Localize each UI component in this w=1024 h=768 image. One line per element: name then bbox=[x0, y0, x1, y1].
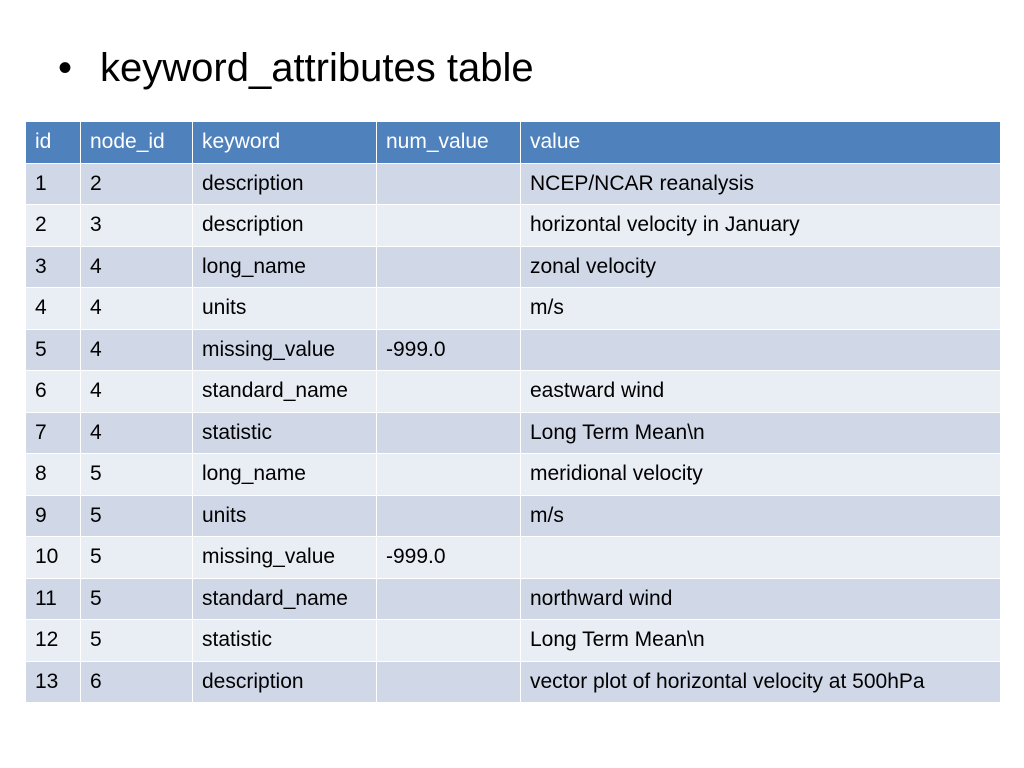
table-row bbox=[26, 412, 1001, 454]
table-row bbox=[26, 495, 1001, 537]
cell-id: 12 bbox=[26, 620, 81, 662]
cell-value: eastward wind bbox=[521, 371, 1001, 413]
cell-node-id: 4 bbox=[81, 329, 193, 371]
cell-id: 10 bbox=[26, 537, 81, 579]
table-row bbox=[26, 578, 1001, 620]
table-row bbox=[26, 163, 1001, 205]
cell-num-value: -999.0 bbox=[377, 329, 521, 371]
cell-keyword: units bbox=[193, 495, 377, 537]
column-header-keyword: keyword bbox=[193, 122, 377, 164]
column-header-node-id: node_id bbox=[81, 122, 193, 164]
table-header-row bbox=[26, 122, 1001, 164]
cell-num-value bbox=[377, 205, 521, 247]
cell-keyword: statistic bbox=[193, 412, 377, 454]
cell-value bbox=[521, 329, 1001, 371]
cell-keyword: long_name bbox=[193, 246, 377, 288]
cell-node-id: 4 bbox=[81, 288, 193, 330]
cell-value bbox=[521, 537, 1001, 579]
cell-value: m/s bbox=[521, 288, 1001, 330]
table-row bbox=[26, 371, 1001, 413]
cell-value: horizontal velocity in January bbox=[521, 205, 1001, 247]
slide-title-row bbox=[58, 40, 534, 96]
cell-num-value bbox=[377, 661, 521, 703]
column-header-num-value: num_value bbox=[377, 122, 521, 164]
cell-id: 6 bbox=[26, 371, 81, 413]
cell-keyword: missing_value bbox=[193, 329, 377, 371]
cell-num-value bbox=[377, 371, 521, 413]
cell-keyword: statistic bbox=[193, 620, 377, 662]
cell-num-value bbox=[377, 454, 521, 496]
cell-id: 7 bbox=[26, 412, 81, 454]
cell-node-id: 2 bbox=[81, 163, 193, 205]
cell-num-value bbox=[377, 495, 521, 537]
cell-id: 9 bbox=[26, 495, 81, 537]
cell-keyword: long_name bbox=[193, 454, 377, 496]
column-header-value: value bbox=[521, 122, 1001, 164]
cell-num-value bbox=[377, 412, 521, 454]
cell-id: 4 bbox=[26, 288, 81, 330]
bullet-point: • bbox=[58, 46, 73, 90]
cell-id: 5 bbox=[26, 329, 81, 371]
cell-node-id: 5 bbox=[81, 620, 193, 662]
keyword-attributes-table bbox=[25, 121, 1001, 703]
cell-node-id: 5 bbox=[81, 537, 193, 579]
table-row bbox=[26, 288, 1001, 330]
cell-num-value bbox=[377, 163, 521, 205]
cell-value: vector plot of horizontal velocity at 500hPa bbox=[521, 661, 1001, 703]
cell-value: meridional velocity bbox=[521, 454, 1001, 496]
cell-num-value: -999.0 bbox=[377, 537, 521, 579]
cell-num-value bbox=[377, 620, 521, 662]
cell-keyword: standard_name bbox=[193, 578, 377, 620]
slide-title: keyword_attributes table bbox=[100, 46, 534, 90]
table-row bbox=[26, 205, 1001, 247]
cell-id: 1 bbox=[26, 163, 81, 205]
cell-value: zonal velocity bbox=[521, 246, 1001, 288]
cell-keyword: missing_value bbox=[193, 537, 377, 579]
cell-node-id: 5 bbox=[81, 454, 193, 496]
cell-id: 11 bbox=[26, 578, 81, 620]
cell-node-id: 5 bbox=[81, 495, 193, 537]
cell-node-id: 4 bbox=[81, 246, 193, 288]
cell-node-id: 5 bbox=[81, 578, 193, 620]
table-row bbox=[26, 537, 1001, 579]
cell-node-id: 4 bbox=[81, 371, 193, 413]
table-row bbox=[26, 246, 1001, 288]
table-body bbox=[26, 163, 1001, 703]
column-header-id: id bbox=[26, 122, 81, 164]
cell-num-value bbox=[377, 578, 521, 620]
cell-value: Long Term Mean\n bbox=[521, 412, 1001, 454]
cell-keyword: description bbox=[193, 205, 377, 247]
cell-keyword: description bbox=[193, 163, 377, 205]
table-row bbox=[26, 454, 1001, 496]
cell-keyword: units bbox=[193, 288, 377, 330]
cell-node-id: 3 bbox=[81, 205, 193, 247]
cell-id: 3 bbox=[26, 246, 81, 288]
table-row bbox=[26, 329, 1001, 371]
cell-node-id: 6 bbox=[81, 661, 193, 703]
cell-node-id: 4 bbox=[81, 412, 193, 454]
table-row bbox=[26, 661, 1001, 703]
cell-keyword: standard_name bbox=[193, 371, 377, 413]
cell-id: 13 bbox=[26, 661, 81, 703]
cell-value: northward wind bbox=[521, 578, 1001, 620]
table-row bbox=[26, 620, 1001, 662]
cell-value: m/s bbox=[521, 495, 1001, 537]
cell-id: 2 bbox=[26, 205, 81, 247]
cell-id: 8 bbox=[26, 454, 81, 496]
cell-keyword: description bbox=[193, 661, 377, 703]
cell-value: Long Term Mean\n bbox=[521, 620, 1001, 662]
cell-num-value bbox=[377, 288, 521, 330]
cell-num-value bbox=[377, 246, 521, 288]
cell-value: NCEP/NCAR reanalysis bbox=[521, 163, 1001, 205]
